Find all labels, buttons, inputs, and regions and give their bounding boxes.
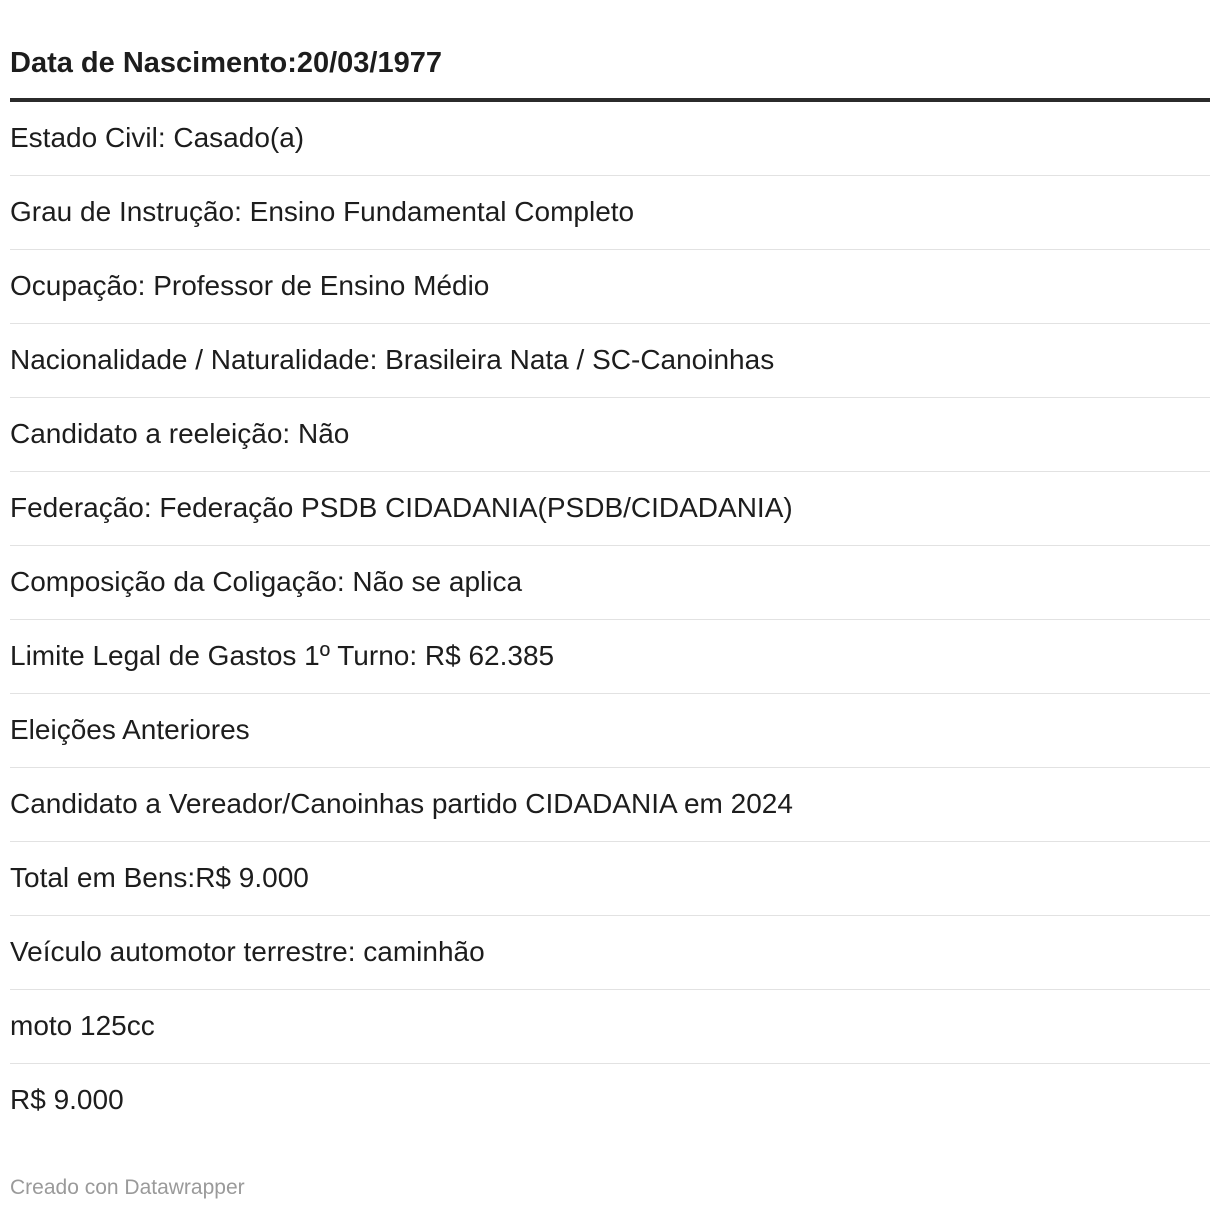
row-coligacao: Composição da Coligação: Não se aplica <box>10 566 523 597</box>
table-row <box>10 398 1210 472</box>
row-federacao: Federação: Federação PSDB CIDADANIA(PSDB/CIDADANIA) <box>10 492 793 523</box>
row-limite-gastos: Limite Legal de Gastos 1º Turno: R$ 62.385 <box>10 640 555 671</box>
datawrapper-credit-link[interactable]: Creado con Datawrapper <box>10 1176 245 1199</box>
table-row <box>10 472 1210 546</box>
table-row <box>10 768 1210 842</box>
row-ocupacao: Ocupação: Professor de Ensino Médio <box>10 270 490 301</box>
row-estado-civil: Estado Civil: Casado(a) <box>10 122 305 153</box>
table-header <box>10 0 1210 102</box>
header-title: Data de Nascimento:20/03/1977 <box>10 47 442 79</box>
row-veiculo: Veículo automotor terrestre: caminhão <box>10 936 485 967</box>
row-valor: R$ 9.000 <box>10 1084 124 1115</box>
row-nacionalidade: Nacionalidade / Naturalidade: Brasileira Nata / SC-Canoinhas <box>10 344 775 375</box>
table-row <box>10 324 1210 398</box>
row-reeleicao: Candidato a reeleição: Não <box>10 418 350 449</box>
table-row <box>10 102 1210 176</box>
table-row <box>10 620 1210 694</box>
row-total-bens: Total em Bens:R$ 9.000 <box>10 862 309 893</box>
row-candidatura-anterior: Candidato a Vereador/Canoinhas partido CIDADANIA em 2024 <box>10 788 793 819</box>
table-row <box>10 916 1210 990</box>
row-grau-instrucao: Grau de Instrução: Ensino Fundamental Completo <box>10 196 635 227</box>
table-row <box>10 1064 1210 1137</box>
table-row <box>10 546 1210 620</box>
table-row <box>10 250 1210 324</box>
table-row <box>10 176 1210 250</box>
table-row <box>10 842 1210 916</box>
row-eleicoes-anteriores: Eleições Anteriores <box>10 714 250 745</box>
table-row <box>10 694 1210 768</box>
table-row <box>10 990 1210 1064</box>
data-table <box>10 0 1210 1137</box>
row-moto: moto 125cc <box>10 1010 155 1041</box>
